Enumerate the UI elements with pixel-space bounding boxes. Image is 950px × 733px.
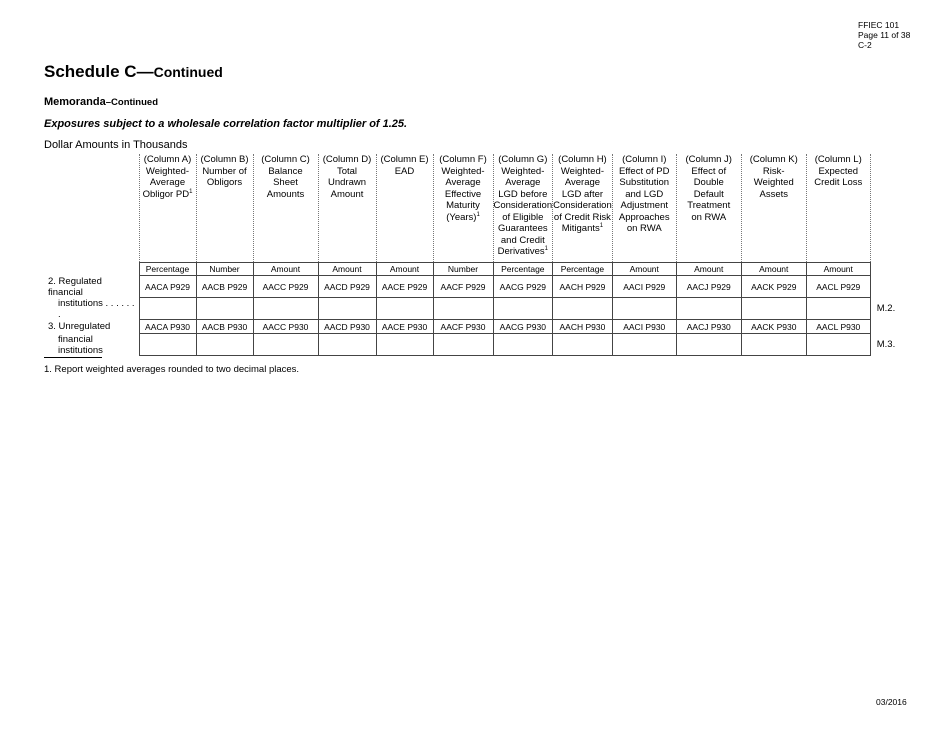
item-code: AACL P930 <box>806 320 870 334</box>
item-code: AACB P930 <box>196 320 253 334</box>
row-label-unregulated-cont: financial institutions <box>58 333 103 356</box>
schedule-title <box>44 62 223 82</box>
item-code: AACJ P930 <box>676 320 741 334</box>
value-input[interactable] <box>806 298 870 320</box>
value-input[interactable] <box>139 334 196 356</box>
item-code: AACF P929 <box>433 276 493 298</box>
item-code: AACK P929 <box>741 276 806 298</box>
table-row <box>44 334 900 356</box>
memoranda-continued: –Continued <box>105 97 158 108</box>
value-input[interactable] <box>612 298 676 320</box>
item-code: AACH P929 <box>553 276 613 298</box>
value-input[interactable] <box>741 334 806 356</box>
unit-spacer <box>44 263 139 276</box>
form-identifier <box>858 20 910 50</box>
page-code: C-2 <box>858 40 872 50</box>
memoranda-main: Memoranda <box>44 96 106 108</box>
schedule-title-continued: Continued <box>153 64 223 80</box>
row-label-unregulated: 3. Unregulated <box>48 321 111 332</box>
item-code: AACG P929 <box>493 276 553 298</box>
column-header-b: (Column B) Number of Obligors <box>196 154 253 263</box>
item-code: AACC P930 <box>253 320 318 334</box>
value-input[interactable] <box>806 334 870 356</box>
column-header-a: (Column A) Weighted- Average Obligor $PD^1$ <box>139 154 196 263</box>
column-header-d: (Column D) Total Undrawn Amount <box>318 154 376 263</box>
value-input[interactable] <box>676 298 741 320</box>
column-header-l: (Column L) Expected Credit Loss <box>806 154 870 263</box>
item-code: AACI P929 <box>612 276 676 298</box>
ref-spacer <box>870 276 900 298</box>
unit-k: Amount <box>741 263 806 276</box>
unit-h: Percentage <box>553 263 613 276</box>
item-code: AACB P929 <box>196 276 253 298</box>
unit-e: Amount <box>376 263 433 276</box>
unit-b: Number <box>196 263 253 276</box>
unit-j: Amount <box>676 263 741 276</box>
row-label-regulated-cont: institutions . . . . . . . <box>58 297 135 320</box>
value-input[interactable] <box>376 298 433 320</box>
column-header-i: (Column I) Effect of PD Substitution and LGD Adjustment Approaches on RWA <box>612 154 676 263</box>
column-header-g: (Column G) Weighted- Average LGD before Consideration of Eligible Guarantees and Credit Derivatives$^1$ <box>493 154 553 263</box>
value-input[interactable] <box>493 334 553 356</box>
value-input[interactable] <box>433 298 493 320</box>
item-code: AACG P930 <box>493 320 553 334</box>
value-input[interactable] <box>253 298 318 320</box>
column-header-c: (Column C) Balance Sheet Amounts <box>253 154 318 263</box>
item-code: AACL P929 <box>806 276 870 298</box>
unit-row <box>44 263 900 276</box>
value-input[interactable] <box>433 334 493 356</box>
item-code: AACK P930 <box>741 320 806 334</box>
value-input[interactable] <box>318 298 376 320</box>
value-input[interactable] <box>676 334 741 356</box>
item-code: AACA P929 <box>139 276 196 298</box>
form-name: FFIEC 101 <box>858 20 900 30</box>
header-ref-spacer <box>870 154 900 263</box>
memoranda-heading <box>44 96 158 108</box>
exposures-table <box>44 154 900 356</box>
header-spacer <box>44 154 139 263</box>
memo-ref: M.3. <box>876 339 896 350</box>
unit-c: Amount <box>253 263 318 276</box>
unit-g: Percentage <box>493 263 553 276</box>
unit-d: Amount <box>318 263 376 276</box>
unit-f: Number <box>433 263 493 276</box>
item-code: AACI P930 <box>612 320 676 334</box>
footnote-divider <box>44 357 102 358</box>
value-input[interactable] <box>612 334 676 356</box>
section-title: Exposures subject to a wholesale correlation factor multiplier of 1.25. <box>44 118 408 130</box>
column-header-e: (Column E) EAD <box>376 154 433 263</box>
column-header-k: (Column K) Risk- Weighted Assets <box>741 154 806 263</box>
column-header-row <box>44 154 900 263</box>
item-code: AACD P930 <box>318 320 376 334</box>
value-input[interactable] <box>196 298 253 320</box>
item-code: AACE P929 <box>376 276 433 298</box>
table-row <box>44 276 900 298</box>
value-input[interactable] <box>376 334 433 356</box>
item-code: AACA P930 <box>139 320 196 334</box>
value-input[interactable] <box>553 298 613 320</box>
unit-a: Percentage <box>139 263 196 276</box>
table-row <box>44 298 900 320</box>
unit-l: Amount <box>806 263 870 276</box>
column-header-f: (Column F) Weighted- Average Effective Maturity (Years)$^1$ <box>433 154 493 263</box>
unit-ref-spacer <box>870 263 900 276</box>
value-input[interactable] <box>139 298 196 320</box>
schedule-title-main: Schedule C— <box>44 62 154 81</box>
column-header-h: (Column H) Weighted- Average LGD after Consideration of Credit Risk Mitigants$^1$ <box>553 154 613 263</box>
ref-spacer <box>870 320 900 334</box>
value-input[interactable] <box>253 334 318 356</box>
item-code: AACJ P929 <box>676 276 741 298</box>
item-code: AACD P929 <box>318 276 376 298</box>
item-code: AACH P930 <box>553 320 613 334</box>
memo-ref: M.2. <box>876 303 896 314</box>
row-label-regulated: 2. Regulated financial <box>48 275 102 298</box>
value-input[interactable] <box>741 298 806 320</box>
table-row <box>44 320 900 334</box>
item-code: AACE P930 <box>376 320 433 334</box>
item-code: AACC P929 <box>253 276 318 298</box>
value-input[interactable] <box>318 334 376 356</box>
footnote: 1. Report weighted averages rounded to two decimal places. <box>44 364 300 375</box>
column-header-j: (Column J) Effect of Double Default Treatment on RWA <box>676 154 741 263</box>
value-input[interactable] <box>196 334 253 356</box>
dollar-amounts-label: Dollar Amounts in Thousands <box>44 139 188 151</box>
item-code: AACF P930 <box>433 320 493 334</box>
unit-i: Amount <box>612 263 676 276</box>
value-input[interactable] <box>553 334 613 356</box>
value-input[interactable] <box>493 298 553 320</box>
revision-date: 03/2016 <box>876 697 907 707</box>
page-number: Page 11 of 38 <box>858 30 911 40</box>
